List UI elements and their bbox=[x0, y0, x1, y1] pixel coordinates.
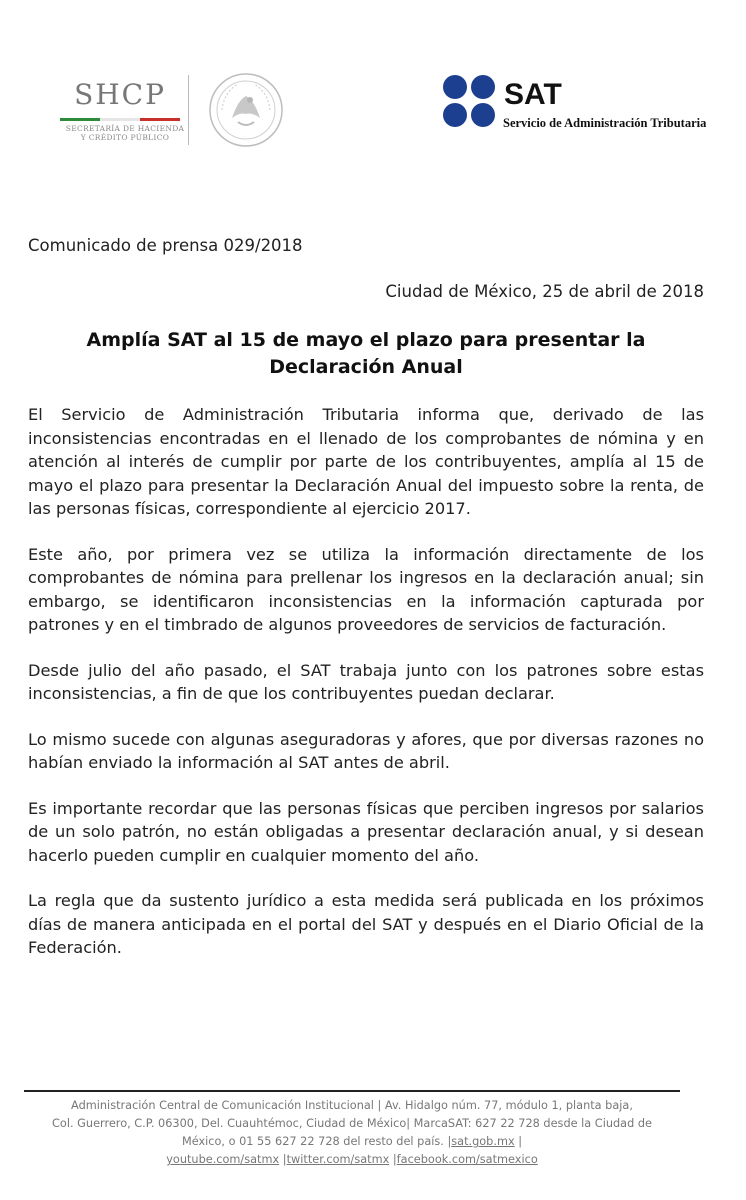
footer-divider bbox=[24, 1090, 680, 1092]
shcp-stripe-green bbox=[60, 118, 100, 121]
footer-address-line2: Col. Guerrero, C.P. 06300, Del. Cuauhtémoc, Ciudad de México| MarcaSAT: 627 22 728 desde la Ciudad de bbox=[52, 1117, 652, 1130]
letterhead bbox=[0, 0, 746, 170]
shcp-subtitle bbox=[60, 124, 190, 142]
paragraph-2: Este año, por primera vez se utiliza la información directamente de los comprobantes de nómina para prellenar los ingresos en la declaración anual; sin embargo, se identificaron inconsistencias en la información capturada por patrones y en el timbrado de algunos proveedores de servicios de facturación. bbox=[28, 544, 704, 634]
footer-social-links: youtube.com/satmx |twitter.com/satmx |facebook.com/satmexico bbox=[166, 1153, 538, 1166]
sat-dots-icon bbox=[442, 74, 498, 130]
footer-address-line3: México, o 01 55 627 22 728 del resto del país. |sat.gob.mx | bbox=[181, 1135, 523, 1148]
shcp-stripe-white bbox=[100, 118, 140, 121]
title-line-2: Declaración Anual bbox=[269, 356, 463, 378]
sat-full-name: Servicio de Administración Tributaria bbox=[503, 116, 707, 130]
shcp-stripe-red bbox=[140, 118, 180, 121]
national-seal-icon bbox=[208, 72, 284, 148]
footer bbox=[24, 1097, 680, 1169]
footer-address-line1: Administración Central de Comunicación Institucional | Av. Hidalgo núm. 77, módulo 1, planta baja, bbox=[71, 1099, 633, 1112]
sat-acronym: SAT bbox=[504, 78, 562, 111]
shcp-acronym: SHCP bbox=[74, 78, 166, 111]
shcp-line2: Y CRÉDITO PÚBLICO bbox=[80, 133, 170, 142]
paragraph-5: Es importante recordar que las personas físicas que perciben ingresos por salarios de un solo patrón, no están obligadas a presentar declaración anual, y si desean hacerlo pueden cumplir en cualquier momento del año. bbox=[28, 798, 704, 865]
footer-phone-text: México, o 01 55 627 22 728 del resto del país. | bbox=[181, 1135, 452, 1148]
paragraph-4: Lo mismo sucede con algunas aseguradoras y afores, que por diversas razones no habían enviado la información al SAT antes de abril. bbox=[28, 729, 704, 772]
paragraph-1: El Servicio de Administración Tributaria informa que, derivado de las inconsistencias encontradas en el llenado de los comprobantes de nómina y en atención al interés de cumplir por parte de los contribuyentes, amplía al 15 de mayo el plazo para presentar la Declaración Anual del impuesto sobre la renta, de las personas físicas, correspondiente al ejercicio 2017. bbox=[28, 405, 704, 518]
release-body bbox=[28, 403, 704, 982]
paragraph-6: La regla que da sustento jurídico a esta medida será publicada en los próximos días de manera anticipada en el portal del SAT y después en el Diario Oficial de la Federación. bbox=[28, 891, 704, 957]
link-sat-gob[interactable]: sat.gob.mx bbox=[451, 1135, 515, 1148]
release-date: Ciudad de México, 25 de abril de 2018 bbox=[385, 282, 704, 301]
sat-logo bbox=[442, 74, 732, 134]
title-line-1: Amplía SAT al 15 de mayo el plazo para presentar la bbox=[86, 329, 646, 351]
shcp-logo bbox=[30, 78, 185, 148]
link-twitter[interactable]: twitter.com/satmx bbox=[286, 1153, 390, 1166]
press-release-number: Comunicado de prensa 029/2018 bbox=[28, 236, 303, 255]
release-title bbox=[28, 327, 704, 381]
link-youtube[interactable]: youtube.com/satmx bbox=[166, 1153, 280, 1166]
link-facebook[interactable]: facebook.com/satmexico bbox=[396, 1153, 538, 1166]
shcp-line1: SECRETARÍA DE HACIENDA bbox=[65, 124, 185, 133]
paragraph-3: Desde julio del año pasado, el SAT trabaja junto con los patrones sobre estas inconsistencias, a fin de que los contribuyentes puedan declarar. bbox=[28, 660, 704, 703]
logo-divider bbox=[188, 75, 189, 145]
